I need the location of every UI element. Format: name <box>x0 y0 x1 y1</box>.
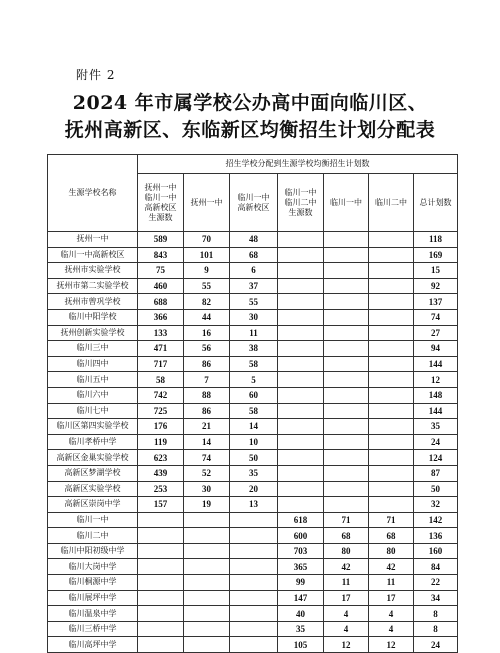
value-cell: 48 <box>230 232 278 248</box>
value-cell: 4 <box>324 621 369 637</box>
table-row <box>48 403 458 419</box>
value-cell: 688 <box>138 294 184 310</box>
value-cell: 86 <box>184 403 230 419</box>
table-row <box>48 590 458 606</box>
value-cell <box>230 606 278 622</box>
value-cell <box>369 278 414 294</box>
school-name-cell: 抚州市曾巩学校 <box>48 294 138 310</box>
table-row <box>48 247 458 263</box>
value-cell: 4 <box>369 606 414 622</box>
value-cell: 169 <box>414 247 458 263</box>
value-cell: 157 <box>138 497 184 513</box>
value-cell: 717 <box>138 356 184 372</box>
value-cell: 118 <box>414 232 458 248</box>
value-cell: 725 <box>138 403 184 419</box>
value-cell: 99 <box>278 575 324 591</box>
table-row <box>48 419 458 435</box>
column-header-2: 抚州一中 <box>184 174 230 232</box>
value-cell: 75 <box>138 263 184 279</box>
value-cell <box>369 481 414 497</box>
value-cell: 55 <box>184 278 230 294</box>
table-row <box>48 637 458 653</box>
school-name-cell: 高新区梦湖学校 <box>48 465 138 481</box>
allocation-table <box>47 154 458 653</box>
column-header-5: 临川一中 <box>324 174 369 232</box>
value-cell <box>184 621 230 637</box>
value-cell: 600 <box>278 528 324 544</box>
value-cell <box>278 434 324 450</box>
school-name-cell: 临川温泉中学 <box>48 606 138 622</box>
school-name-cell: 临川五中 <box>48 372 138 388</box>
value-cell <box>369 434 414 450</box>
value-cell: 4 <box>369 621 414 637</box>
value-cell <box>369 419 414 435</box>
value-cell: 22 <box>414 575 458 591</box>
table-row <box>48 543 458 559</box>
value-cell <box>278 387 324 403</box>
value-cell: 32 <box>414 497 458 513</box>
value-cell: 7 <box>184 372 230 388</box>
value-cell: 92 <box>414 278 458 294</box>
table-row <box>48 325 458 341</box>
value-cell: 17 <box>324 590 369 606</box>
value-cell: 843 <box>138 247 184 263</box>
school-name-cell: 临川孝桥中学 <box>48 434 138 450</box>
value-cell <box>278 372 324 388</box>
table-row <box>48 606 458 622</box>
value-cell <box>324 341 369 357</box>
value-cell <box>324 403 369 419</box>
value-cell: 21 <box>184 419 230 435</box>
value-cell: 105 <box>278 637 324 653</box>
value-cell <box>324 325 369 341</box>
value-cell: 74 <box>184 450 230 466</box>
value-cell <box>278 403 324 419</box>
value-cell <box>278 263 324 279</box>
value-cell: 9 <box>184 263 230 279</box>
value-cell <box>369 372 414 388</box>
school-name-cell: 抚州市第二实验学校 <box>48 278 138 294</box>
value-cell <box>230 528 278 544</box>
value-cell <box>324 247 369 263</box>
value-cell <box>369 497 414 513</box>
value-cell: 68 <box>369 528 414 544</box>
value-cell: 35 <box>414 419 458 435</box>
value-cell <box>369 325 414 341</box>
value-cell: 82 <box>184 294 230 310</box>
school-name-cell: 高新区崇岗中学 <box>48 497 138 513</box>
column-header-4: 临川一中 临川二中 生源数 <box>278 174 324 232</box>
document-title-line-2: 抚州高新区、东临新区均衡招生计划分配表 <box>64 119 436 141</box>
value-cell <box>138 621 184 637</box>
value-cell <box>138 528 184 544</box>
value-cell: 30 <box>230 309 278 325</box>
table-row <box>48 387 458 403</box>
value-cell <box>138 575 184 591</box>
value-cell: 618 <box>278 512 324 528</box>
value-cell: 27 <box>414 325 458 341</box>
value-cell <box>324 419 369 435</box>
value-cell: 80 <box>369 543 414 559</box>
value-cell: 16 <box>184 325 230 341</box>
school-name-cell: 临川中阳初级中学 <box>48 543 138 559</box>
table-row <box>48 621 458 637</box>
value-cell: 87 <box>414 465 458 481</box>
value-cell: 88 <box>184 387 230 403</box>
value-cell <box>324 481 369 497</box>
value-cell <box>184 590 230 606</box>
table-row <box>48 263 458 279</box>
value-cell: 439 <box>138 465 184 481</box>
value-cell <box>324 450 369 466</box>
value-cell: 11 <box>230 325 278 341</box>
school-name-cell: 临川七中 <box>48 403 138 419</box>
value-cell <box>184 637 230 653</box>
value-cell: 71 <box>369 512 414 528</box>
value-cell: 703 <box>278 543 324 559</box>
school-name-cell: 临川桐源中学 <box>48 575 138 591</box>
value-cell: 50 <box>230 450 278 466</box>
value-cell: 38 <box>230 341 278 357</box>
value-cell: 74 <box>414 309 458 325</box>
column-header-school-name: 生源学校名称 <box>48 155 138 232</box>
value-cell <box>324 497 369 513</box>
school-name-cell: 临川三桥中学 <box>48 621 138 637</box>
value-cell <box>324 294 369 310</box>
value-cell <box>230 512 278 528</box>
value-cell <box>138 512 184 528</box>
value-cell: 136 <box>414 528 458 544</box>
value-cell: 50 <box>414 481 458 497</box>
value-cell: 365 <box>278 559 324 575</box>
value-cell <box>138 637 184 653</box>
value-cell: 19 <box>184 497 230 513</box>
school-name-cell: 临川三中 <box>48 341 138 357</box>
table-row <box>48 372 458 388</box>
value-cell: 471 <box>138 341 184 357</box>
value-cell: 148 <box>414 387 458 403</box>
table-row <box>48 559 458 575</box>
value-cell <box>324 309 369 325</box>
value-cell: 42 <box>324 559 369 575</box>
value-cell <box>369 341 414 357</box>
value-cell <box>278 419 324 435</box>
value-cell: 35 <box>278 621 324 637</box>
value-cell <box>138 543 184 559</box>
value-cell: 56 <box>184 341 230 357</box>
value-cell: 20 <box>230 481 278 497</box>
value-cell: 13 <box>230 497 278 513</box>
column-header-6: 临川二中 <box>369 174 414 232</box>
school-name-cell: 临川高坪中学 <box>48 637 138 653</box>
value-cell: 6 <box>230 263 278 279</box>
value-cell: 34 <box>414 590 458 606</box>
value-cell <box>278 294 324 310</box>
value-cell <box>278 232 324 248</box>
table-row <box>48 575 458 591</box>
value-cell: 84 <box>414 559 458 575</box>
school-name-cell: 临川一中 <box>48 512 138 528</box>
value-cell <box>369 263 414 279</box>
table-row <box>48 512 458 528</box>
value-cell <box>230 575 278 591</box>
value-cell: 623 <box>138 450 184 466</box>
value-cell <box>324 372 369 388</box>
value-cell <box>230 590 278 606</box>
school-name-cell: 临川二中 <box>48 528 138 544</box>
value-cell <box>278 450 324 466</box>
value-cell: 40 <box>278 606 324 622</box>
value-cell: 160 <box>414 543 458 559</box>
value-cell <box>278 247 324 263</box>
value-cell <box>138 606 184 622</box>
value-cell <box>138 559 184 575</box>
value-cell <box>184 575 230 591</box>
value-cell: 147 <box>278 590 324 606</box>
value-cell <box>278 341 324 357</box>
value-cell <box>369 356 414 372</box>
value-cell: 14 <box>230 419 278 435</box>
value-cell: 124 <box>414 450 458 466</box>
table-row <box>48 497 458 513</box>
attachment-label: 附件 2 <box>76 68 116 82</box>
value-cell: 17 <box>369 590 414 606</box>
value-cell: 68 <box>324 528 369 544</box>
value-cell: 101 <box>184 247 230 263</box>
value-cell <box>278 309 324 325</box>
value-cell: 144 <box>414 356 458 372</box>
value-cell: 52 <box>184 465 230 481</box>
value-cell: 137 <box>414 294 458 310</box>
value-cell: 68 <box>230 247 278 263</box>
value-cell <box>184 559 230 575</box>
value-cell: 142 <box>414 512 458 528</box>
value-cell <box>324 263 369 279</box>
table-row <box>48 341 458 357</box>
table-row <box>48 278 458 294</box>
table-body <box>48 232 458 653</box>
value-cell: 14 <box>184 434 230 450</box>
value-cell: 5 <box>230 372 278 388</box>
school-name-cell: 临川区第四实验学校 <box>48 419 138 435</box>
value-cell <box>324 387 369 403</box>
school-name-cell: 临川大岗中学 <box>48 559 138 575</box>
school-name-cell: 高新区金巢实验学校 <box>48 450 138 466</box>
value-cell: 80 <box>324 543 369 559</box>
value-cell: 176 <box>138 419 184 435</box>
value-cell <box>369 465 414 481</box>
value-cell <box>184 512 230 528</box>
value-cell <box>369 309 414 325</box>
value-cell <box>230 543 278 559</box>
value-cell: 86 <box>184 356 230 372</box>
value-cell: 12 <box>369 637 414 653</box>
value-cell <box>369 387 414 403</box>
value-cell: 24 <box>414 637 458 653</box>
value-cell <box>324 434 369 450</box>
column-header-3: 临川一中 高新校区 <box>230 174 278 232</box>
value-cell: 133 <box>138 325 184 341</box>
value-cell: 10 <box>230 434 278 450</box>
value-cell <box>230 621 278 637</box>
value-cell: 35 <box>230 465 278 481</box>
value-cell <box>369 403 414 419</box>
table-row <box>48 294 458 310</box>
column-header-1: 抚州一中 临川一中 高新校区 生源数 <box>138 174 184 232</box>
value-cell: 15 <box>414 263 458 279</box>
value-cell: 94 <box>414 341 458 357</box>
value-cell <box>324 465 369 481</box>
school-name-cell: 抚州创新实验学校 <box>48 325 138 341</box>
value-cell: 37 <box>230 278 278 294</box>
school-name-cell: 高新区实验学校 <box>48 481 138 497</box>
value-cell <box>369 247 414 263</box>
value-cell <box>230 559 278 575</box>
value-cell: 144 <box>414 403 458 419</box>
value-cell <box>369 232 414 248</box>
value-cell: 8 <box>414 621 458 637</box>
value-cell: 11 <box>369 575 414 591</box>
value-cell: 4 <box>324 606 369 622</box>
value-cell: 60 <box>230 387 278 403</box>
value-cell <box>369 450 414 466</box>
value-cell: 55 <box>230 294 278 310</box>
school-name-cell: 临川展坪中学 <box>48 590 138 606</box>
document-title-line-1: 2024 年市属学校公办高中面向临川区、 <box>72 92 428 114</box>
value-cell: 8 <box>414 606 458 622</box>
table-row <box>48 450 458 466</box>
value-cell <box>278 465 324 481</box>
table-row <box>48 309 458 325</box>
school-name-cell: 抚州市实验学校 <box>48 263 138 279</box>
table-row <box>48 232 458 248</box>
value-cell: 42 <box>369 559 414 575</box>
value-cell: 70 <box>184 232 230 248</box>
value-cell <box>324 278 369 294</box>
school-name-cell: 抚州一中 <box>48 232 138 248</box>
value-cell <box>278 356 324 372</box>
value-cell <box>278 481 324 497</box>
group-header: 招生学校分配到生源学校均衡招生计划数 <box>138 155 458 174</box>
school-name-cell: 临川四中 <box>48 356 138 372</box>
value-cell <box>184 606 230 622</box>
table-row <box>48 434 458 450</box>
value-cell <box>184 528 230 544</box>
value-cell <box>278 497 324 513</box>
value-cell: 30 <box>184 481 230 497</box>
value-cell: 58 <box>230 356 278 372</box>
value-cell <box>278 278 324 294</box>
value-cell <box>278 325 324 341</box>
table-row <box>48 481 458 497</box>
value-cell: 12 <box>324 637 369 653</box>
value-cell: 71 <box>324 512 369 528</box>
column-header-7: 总计划数 <box>414 174 458 232</box>
table-row <box>48 528 458 544</box>
value-cell <box>324 232 369 248</box>
value-cell <box>184 543 230 559</box>
school-name-cell: 临川中阳学校 <box>48 309 138 325</box>
value-cell: 366 <box>138 309 184 325</box>
value-cell <box>138 590 184 606</box>
value-cell: 589 <box>138 232 184 248</box>
value-cell: 44 <box>184 309 230 325</box>
value-cell: 58 <box>138 372 184 388</box>
table-row <box>48 465 458 481</box>
value-cell <box>324 356 369 372</box>
value-cell: 253 <box>138 481 184 497</box>
value-cell: 58 <box>230 403 278 419</box>
school-name-cell: 临川一中高新校区 <box>48 247 138 263</box>
value-cell: 460 <box>138 278 184 294</box>
value-cell: 742 <box>138 387 184 403</box>
value-cell: 11 <box>324 575 369 591</box>
value-cell: 24 <box>414 434 458 450</box>
value-cell: 12 <box>414 372 458 388</box>
value-cell: 119 <box>138 434 184 450</box>
value-cell <box>369 294 414 310</box>
school-name-cell: 临川六中 <box>48 387 138 403</box>
value-cell <box>230 637 278 653</box>
table-row <box>48 356 458 372</box>
